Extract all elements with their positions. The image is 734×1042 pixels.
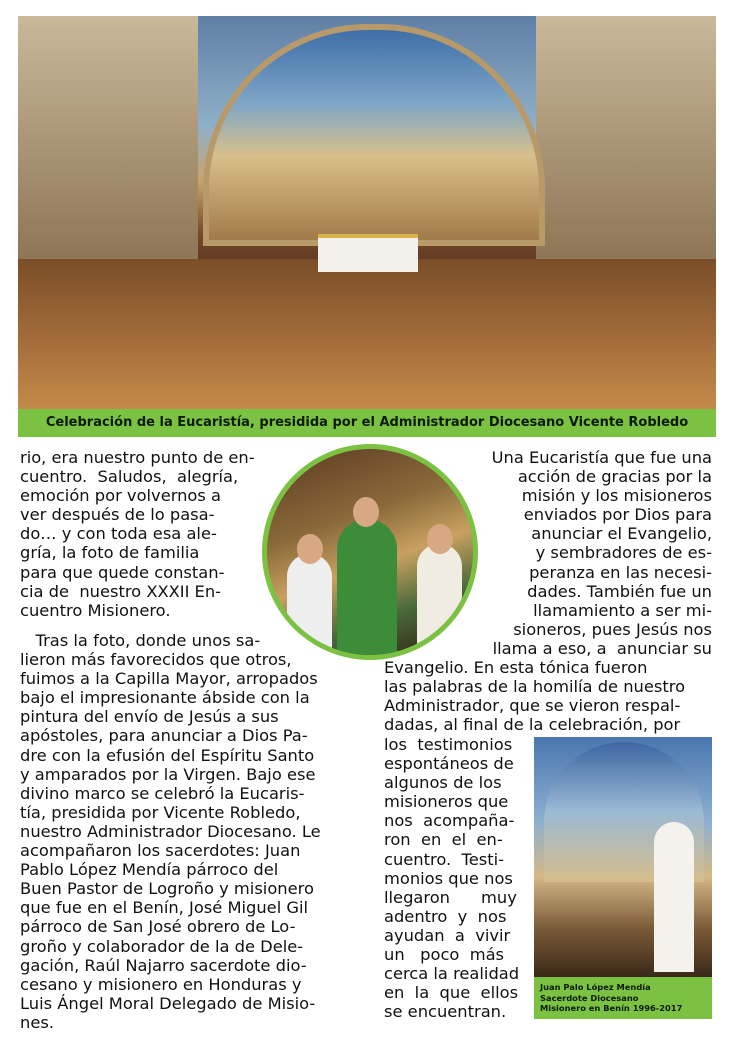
text-line: Una Eucaristía que fue una xyxy=(491,448,712,467)
priests-circle-photo xyxy=(262,444,478,660)
text-line: algunos de los xyxy=(384,773,502,793)
text-line: y amparados por la Virgen. Bajo ese xyxy=(20,764,316,784)
text-line: tía, presidida por Vicente Robledo, xyxy=(20,802,301,822)
text-line: Sacerdote Diocesano xyxy=(540,992,639,1003)
left-column-paragraph-2 xyxy=(20,631,321,1032)
text-line: cerca la realidad xyxy=(384,964,520,984)
text-line: y sembradores de es- xyxy=(535,543,712,563)
text-line: las palabras de la homilía de nuestro xyxy=(384,677,686,697)
missionary-photo-caption xyxy=(534,977,712,1019)
text-line: adentro y nos xyxy=(384,906,507,926)
text-line: Administrador, que se vieron respal- xyxy=(384,696,681,716)
text-line: cuentro. Testi- xyxy=(384,849,504,869)
missionary-priest-photo xyxy=(534,737,712,977)
text-line: acción de gracias por la xyxy=(517,467,712,487)
text-line: en la que ellos xyxy=(384,983,519,1003)
text-line: cuentro. Saludos, alegría, xyxy=(20,467,239,487)
top-photo-caption: Celebración de la Eucaristía, presidida por el Administrador Diocesano Vicente Robledo xyxy=(18,409,716,437)
text-line: gría, la foto de familia xyxy=(20,543,200,563)
text-line: monios que nos xyxy=(384,868,513,888)
text-line: se encuentran. xyxy=(384,1002,507,1022)
text-line: Misionero en Benín 1996-2017 xyxy=(540,1003,683,1013)
text-line: dre con la efusión del Espíritu Santo xyxy=(20,745,315,765)
text-line: espontáneos de xyxy=(384,754,514,774)
text-line: ron en el en- xyxy=(384,830,503,850)
text-line: llegaron muy xyxy=(384,887,517,907)
text-line: Juan Palo López Mendía xyxy=(540,982,651,992)
text-line: ayudan a vivir xyxy=(384,925,511,945)
text-line: divino marco se celebró la Eucaris- xyxy=(20,783,305,803)
text-line: lieron más favorecidos que otros, xyxy=(20,650,292,670)
text-line: sioneros, pues Jesús nos xyxy=(513,619,712,639)
text-line: groño y colaborador de la de Dele- xyxy=(20,936,304,956)
text-line: Pablo López Mendía párroco del xyxy=(20,860,279,880)
text-line: apóstoles, para anunciar a Dios Pa- xyxy=(20,726,308,746)
text-line: Tras la foto, donde unos sa- xyxy=(20,631,261,650)
text-line: misión y los misioneros xyxy=(521,486,712,506)
text-line: cuentro Misionero. xyxy=(20,600,171,620)
text-line: los testimonios xyxy=(384,735,513,754)
text-line: llamamiento a ser mi- xyxy=(533,600,712,620)
text-line: emoción por volvernos a xyxy=(20,486,222,506)
text-line: llama a eso, a anunciar su xyxy=(492,638,712,658)
text-line: para que quede constan- xyxy=(20,562,225,582)
text-line: un poco más xyxy=(384,945,505,965)
text-line: que fue en el Benín, José Miguel Gil xyxy=(20,898,309,918)
text-line: bajo el impresionante ábside con la xyxy=(20,688,310,708)
text-line: misioneros que xyxy=(384,792,509,812)
text-line: anunciar el Evangelio, xyxy=(531,524,712,544)
text-line: nes. xyxy=(20,1012,54,1032)
church-interior-photo xyxy=(18,16,716,409)
text-line: Luis Ángel Moral Delegado de Misio- xyxy=(20,993,316,1013)
text-line: rio, era nuestro punto de en- xyxy=(20,448,255,467)
text-line: cesano y misionero en Honduras y xyxy=(20,974,302,994)
text-line: nuestro Administrador Diocesano. Le xyxy=(20,821,321,841)
text-line: Evangelio. En esta tónica fueron xyxy=(384,658,648,677)
text-line: nos acompaña- xyxy=(384,811,515,831)
right-column-paragraph-mid xyxy=(384,658,685,734)
text-line: Buen Pastor de Logroño y misionero xyxy=(20,879,314,899)
text-line: fuimos a la Capilla Mayor, arropados xyxy=(20,669,318,689)
right-column-paragraph-top xyxy=(492,448,712,658)
text-line: gación, Raúl Najarro sacerdote dio- xyxy=(20,955,307,975)
text-line: dadas, al final de la celebración, por xyxy=(384,715,681,735)
right-column-paragraph-narrow xyxy=(384,735,519,1021)
text-line: enviados por Dios para xyxy=(523,505,712,525)
text-line: peranza en las necesi- xyxy=(529,562,712,582)
text-line: párroco de San José obrero de Lo- xyxy=(20,917,296,937)
left-column-paragraph-1 xyxy=(20,448,255,620)
text-line: do… y con toda esa ale- xyxy=(20,524,217,544)
text-line: acompañaron los sacerdotes: Juan xyxy=(20,841,301,861)
text-line: pintura del envío de Jesús a sus xyxy=(20,707,279,727)
text-line: dades. También fue un xyxy=(527,581,712,601)
text-line: ver después de lo pasa- xyxy=(20,505,215,525)
text-line: cia de nuestro XXXII En- xyxy=(20,581,222,601)
